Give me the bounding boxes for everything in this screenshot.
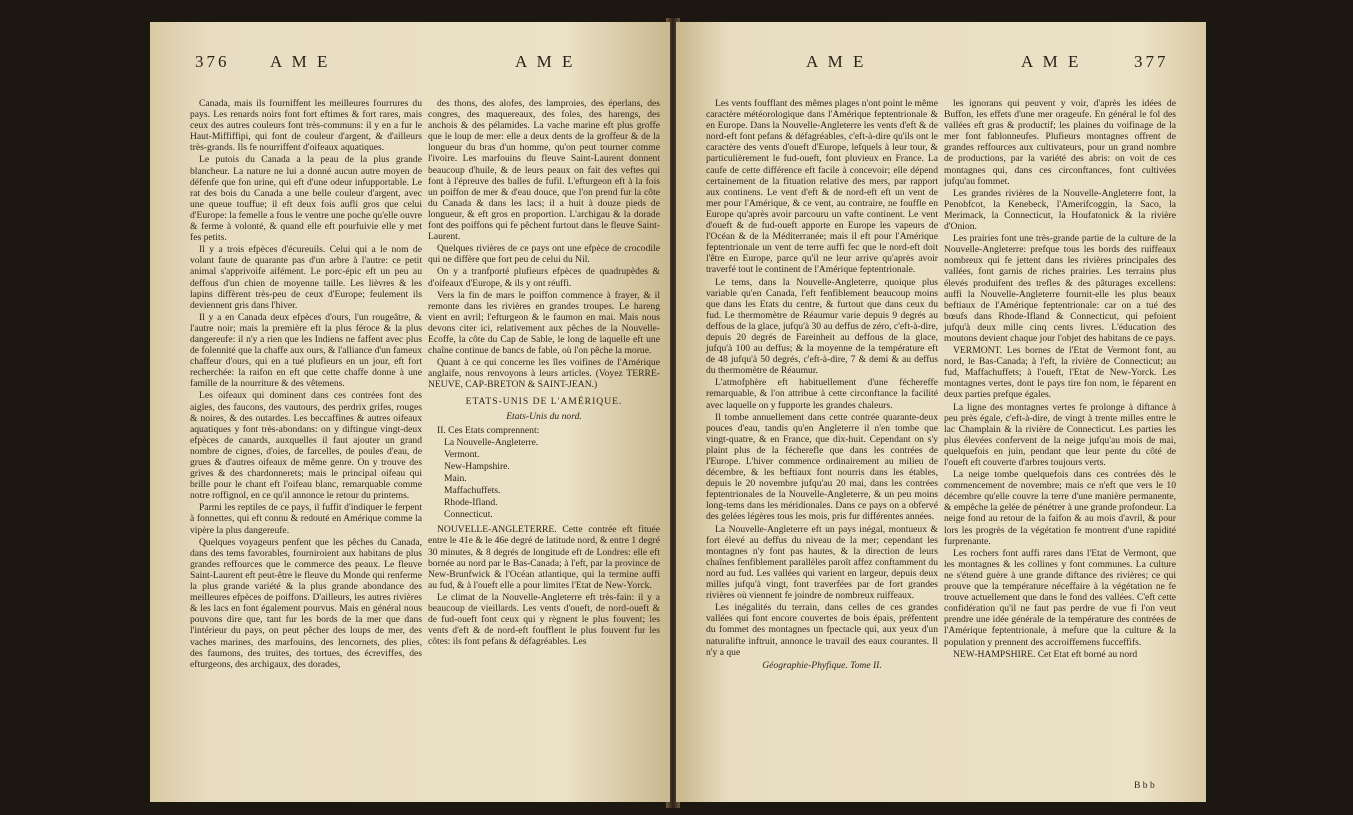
paragraph: La ligne des montagnes vertes fe prolonge à diftance à peu près égale, c'eft-à-dire, de vingt à trente milles entre le lac Champlain & la rivière de Connecticut. Les parties les plus élevées confervent de la neige jufqu'au mois de mai, quelquefois en juin, pendant que leur pente du côté de l'oueft eft couverte d'arbres toujours verts. bbox=[944, 401, 1176, 468]
list-item: New-Hampshire. bbox=[444, 460, 510, 472]
paragraph: Les prairies font une très-grande partie de la culture de la Nouvelle-Angleterre: prefque tous les bords des ruiffeaux nombreux qui fe jettent dans les rivières principales des vallées, font garnis de riches prairies. Les terrains plus élevés produifent des trefles & des pâturages excellens: auffi la Nouvelle-Angleterre fournit-elle les plus beaux beftiaux de l'Amérique feptentrionale: car on a tué des bœufs dans Rhode-Ifland & Connecticut, qui pefoient jufqu'à deux mille cinq cents livres. L'éducation des moutons devient chaque jour l'objet des habitans de ce pays. bbox=[944, 233, 1176, 344]
list-item: Main. bbox=[444, 473, 467, 484]
states-list bbox=[428, 437, 660, 521]
paragraph: les ignorans qui peuvent y voir, d'après les idées de Buffon, les effets d'une mer orageufe. En général le fol des vallées eft gras & productif; les plaines du voifinage de la mer font fablonneufes. Plufieurs montagnes offrent de grandes reffources aux cultivateurs, pour un grand nombre de productions, par la variété des abris: on voit de ces montagnes qui, dans ces circonftances, font cultivées jufqu'au fommet. bbox=[944, 98, 1176, 187]
left-page bbox=[150, 22, 670, 802]
left-head-left: A M E bbox=[270, 52, 331, 71]
paragraph: La neige tombe quelquefois dans ces contrées dès le commencement de novembre; mais ce n'eft que vers le 10 décembre qu'elle couvre la terre d'une manière permanente, & empêche la gelée de pénétrer à une grande profondeur. La neige fond au retour de la faifon & au mois d'avril, & pour lors les progrès de la végétation fe montrent d'une rapidité furprenante. bbox=[944, 469, 1176, 547]
list-item: La Nouvelle-Angleterre. bbox=[444, 436, 539, 448]
left-column-1 bbox=[190, 98, 422, 671]
right-head-right: A M E bbox=[1021, 52, 1082, 71]
list-item: Vermont. bbox=[444, 448, 480, 460]
paragraph: Le putois du Canada a la peau de la plus grande blancheur. La nature ne lui a donné aucun autre moyen de défenfe que fon urine, qui eft d'une odeur infupportable. Le rat des bois du Canada a une belle couleur d'argent, avec une queue touffue; il eft deux fois aufli gros que celui d'Europe: la femelle a fous le ventre une poche qu'elle ouvre & ferme à volonté, & quand elle eft pourfuivie elle y met fes petits. bbox=[190, 154, 423, 244]
right-column-2 bbox=[944, 98, 1176, 661]
paragraph: Il tombe annuellement dans cette contrée quarante-deux pouces d'eau, tandis qu'en Angleterre il n'en tombe que vingt-quatre, & en France, que dix-huit. Cependant on s'y plaint plus de la fécherefle que dans les contrées de l'Europe. L'hiver commence ordinairement au milieu de décembre, & les beftiaux font nourris dans les étables, depuis le 20 novembre jufqu'au 20 mai, dans les contrées feptentrionales de la Nouvelle-Angleterre, & un peu moins long-tems dans les méridionales. Dans ce pays on a obfervé des gelées légères tous les mois, pris fur différentes années. bbox=[706, 411, 938, 523]
paragraph: On y a tranfporté plufieurs efpèces de quadrupèdes & d'oifeaux d'Europe, & ils y ont réuffi. bbox=[428, 266, 660, 289]
section-title: ETATS-UNIS DE L'AMÉRIQUE. bbox=[465, 396, 623, 408]
paragraph: Les grandes rivières de la Nouvelle-Angleterre font, la Penobfcot, la Kenebeck, l'Amerifcoggin, la Saco, la Merimack, la Connecticut, la Houfatonick & la rivière d'Onion. bbox=[944, 187, 1176, 233]
paragraph: Il y a en Canada deux efpèces d'ours, l'un rougeâtre, & l'autre noir; mais la première eft la plus féroce & la plus dangereufe: il n'y a rien que les Indiens ne faffent avec plus de folennité que la chaffe aux ours, & l'alliance d'un fameux chaffeur d'ours, qui en a tué plufieurs en un jour, eft fort recherchée: la raifon en eft que cette chaffe donne à une famille de la nourriture & des vêtemens. bbox=[190, 311, 422, 390]
list-item: Rhode-Ifland. bbox=[444, 497, 498, 509]
right-column-1 bbox=[706, 98, 938, 672]
right-page-number: 377 bbox=[1134, 52, 1169, 71]
paragraph: NOUVELLE-ANGLETERRE. Cette contrée eft fituée entre le 41e & le 46e degré de latitude nord, & entre 1 degré 30 minutes, & 8 degrés de longitude eft de Londres: elle eft bornée au nord par le Bas-Canada; à l'eft, par la province de New-Brunfwick & l'Océan atlantique, qui la termine auffi au fud, & à l'oueft elle a pour limites l'Etat de New-Yorck. bbox=[428, 524, 660, 591]
page-footer: Géographie-Phyfique. Tome II. bbox=[762, 659, 882, 671]
paragraph: Les rochers font auffi rares dans l'Etat de Vermont, que les montagnes & les collines y font communes. La culture ne s'étend guère à une grande diftance des rivières; ce qui prouve que la température néceffaire à la végétation ne fe trouve actuellement que dans le fond des vallées. C'eft cette confidération qu'il ne faut pas perdre de vue fi l'on veut prendre une idée générale de la température des contrées de l'Amérique feptentrionale, à mefure que la culture & la population y prennent des accroiffemens fucceffifs. bbox=[944, 547, 1176, 648]
paragraph: Le tems, dans la Nouvelle-Angleterre, quoique plus variable qu'en Canada, l'eft fenfiblement beaucoup moins que dans les Etats du centre, & furtout que dans ceux du fud. Le thermomètre de Réaumur varie depuis 9 degrés au deffous de la glace, jufqu'à 30 au deffus de zéro, c'eft-à-dire, depuis 20 degrés de Fareinheit au deffous de la glace, jufqu'à 100 au deffus; & la moyenne de la température eft de 48 jufqu'à 50 degrés, c'eft-à-dire, 7 & demi & au deffus du thermomètre de Réaumur. bbox=[706, 276, 938, 377]
paragraph: Vers la fin de mars le poiffon commence à frayer, & il remonte dans les rivières en grandes troupes. Le hareng vient en avril; l'efturgeon & le faumon en mai. Mais nous devons citer ici, relativement aux pêches de la Nouvelle-Ecoffe, la côte du Cap de Sable, le long de laquelle eft une chaîne continue de bancs de fable, où l'on pêche la morue. bbox=[428, 289, 660, 357]
paragraph: Il y a trois efpèces d'écureuils. Celui qui a le nom de volant faute de quarante pas d'un arbre à l'autre: ce petit animal s'apprivoife aifément. Le porc-épic eft un peu au deffous d'un chien de moyenne taille. Les lièvres & les lapins diffèrent très-peu de ceux d'Europe; feulement ils deviennent gris dans l'hiver. bbox=[190, 244, 422, 311]
paragraph: La Nouvelle-Angleterre eft un pays inégal, montueux & fort élevé au deffus du niveau de la mer; cependant les montagnes n'y font pas hautes, & la direction de leurs chaînes fenfiblement parallèles paroît affez conftamment du nord au fud. Les vallées qui varient en largeur, depuis deux milles jufqu'à vingt, font traverfées par de fort grandes rivières où viennent fe joindre de nombreux ruiffeaux. bbox=[706, 523, 938, 602]
right-page bbox=[676, 22, 1206, 802]
list-item: Maffachuffets. bbox=[444, 485, 501, 497]
paragraph: NEW-HAMPSHIRE. Cet Etat eft borné au nord bbox=[953, 648, 1138, 660]
section-subtitle: Etats-Unis du nord. bbox=[506, 410, 582, 422]
paragraph: Quant à ce qui concerne les îles voifines de l'Amérique anglaife, nous renvoyons à leurs articles. (Voyez TERRE-NEUVE, CAP-BRETON & SAINT-JEAN.) bbox=[428, 357, 660, 391]
left-column-2 bbox=[428, 98, 660, 648]
paragraph: Les inégalités du terrain, dans celles de ces grandes vallées qui font encore couvertes de bois épais, préfentent du fommet des montagnes un fpectacle qui, aux yeux d'un naturalifte inftruit, annonce le travail des eaux courantes. Il n'y a que bbox=[706, 602, 938, 658]
paragraph: Parmi les reptiles de ce pays, il fuffit d'indiquer le ferpent à fonnettes, qui eft connu & redouté en Amérique comme la vipère la plus dangereufe. bbox=[190, 502, 422, 536]
states-intro: II. Ces Etats comprennent: bbox=[437, 424, 540, 436]
signature-mark: B b b bbox=[1134, 780, 1155, 791]
left-page-number: 376 bbox=[195, 52, 230, 71]
paragraph: VERMONT. Les bornes de l'Etat de Vermont font, au nord, le Bas-Canada; à l'eft, la rivière de Connecticut; au fud, Maffachuffets; à l'oueft, l'Etat de New-Yorck. Les montagnes vertes, dont le pays tire fon nom, le féparent en deux parties prefque égales. bbox=[944, 345, 1176, 401]
paragraph: Les vents foufflant des mêmes plages n'ont point le même caractère météorologique dans l'Amérique feptentrionale & en Europe. Dans la Nouvelle-Angleterre les vents d'eft & de nord-eft font pefans & défagréables, c'eft-à-dire qu'ils ont le caractère des vents d'oueft d'Europe, lefquels à leur tour, & particulièrement le fud-oueft, font pluvieux en France. La caufe de cette différence eft facile à concevoir; elle dépend certainement de la fituation relative des mers, par rapport aux continens. Le vent d'eft & de nord-eft eft un vent de mer pour l'Amérique, & ce vent, au contraire, ne fouffle en Europe qu'après avoir parcouru un vafte continent. Le vent d'oueft & de fud-oueft apporte en Europe les vapeurs de l'Océan & de la Méditerranée; mais il eft pour l'Amérique feptentrionale un vent de terre auffi fec que le nord-eft doit l'être en Europe, parce qu'il ne leur arrive qu'après avoir traverfé tout le continent de l'Amérique feptentrionale. bbox=[706, 98, 938, 276]
paragraph: des thons, des alofes, des lamproies, des éperlans, des congres, des maquereaux, des foles, des harengs, des anchois & des pélamides. La vache marine eft plus groffe que le loup de mer: elle a deux dents de la groffeur & de la longueur du bras d'un homme, qu'on peut tourner comme l'ivoire. Les marfouins du fleuve Saint-Laurent donnent beaucoup d'huile, & de leurs peaux on fait des veftes qui font à l'épreuve des balles de fufil. L'efturgeon eft à la fois un poiffon de mer & d'eau douce, que l'on prend fur la côte du Canada & dans les lacs; il a huit à douze pieds de longueur, & eft gros en proportion. L'archigau & la dorade font des poiffons qui fe pêchent furtout dans le fleuve Saint-Laurent. bbox=[428, 98, 660, 243]
left-head-right: A M E bbox=[515, 52, 576, 71]
paragraph: Canada, mais ils fourniffent les meilleures fourrures du pays. Les renards noirs font fort eftimes & fort rares, mais ceux des autres couleurs font très-communs: il y en a fur le Haut-Miffiffipi, qui font de couleur d'argent, & d'ailleurs très-grands. Ils fe nourriffent d'oifeaux aquatiques. bbox=[190, 98, 422, 154]
paragraph: Les oifeaux qui dominent dans ces contrées font des aigles, des faucons, des vautours, des perdrix grifes, rouges & noires, & des outardes. Les beccaffines & autres oifeaux aquatiques y font très-abondans: on y diftingue vingt-deux efpèces de canards, auxquelles il faut ajouter un grand nombre de cignes, d'oies, de farcelles, de poules d'eau, de grues & d'autres oifeaux de même genre. On y trouve des grives & des chardonnerets; mais le principal oifeau qui brille pour le chant eft l'oifeau blanc, remarquable comme notre roffignol, en ce qu'il annonce le retour du printems. bbox=[190, 390, 422, 502]
paragraph: Quelques rivières de ce pays ont une efpèce de crocodile qui ne diffère que fort peu de celui du Nil. bbox=[428, 243, 660, 266]
paragraph: L'atmofphère eft habituellement d'une féchereffe remarquable, & l'on attribue à cette circonftance la facilité avec laquelle on y fupporte les grandes chaleurs. bbox=[706, 377, 938, 411]
paragraph: Le climat de la Nouvelle-Angleterre eft très-fain: il y a beaucoup de vieillards. Les vents d'oueft, de nord-oueft & de fud-oueft font ceux qui y règnent le plus fouvent; les vents d'eft & de nord-eft foufflent le plus fouvent fur les côtes: ils font pefans & défagréables. Les bbox=[428, 591, 660, 648]
right-head-left: A M E bbox=[806, 52, 867, 71]
list-item: Connecticut. bbox=[444, 509, 493, 521]
paragraph: Quelques voyageurs penfent que les pêches du Canada, dans des tems favorables, fourniroient aux habitans de plus grandes reffources que le commerce des peaux. Le fleuve Saint-Laurent eft peut-être le fleuve du Monde qui renferme la plus grande variété & la plus grande abondance des meilleures efpèces de poiffons. D'ailleurs, les autres rivières & les lacs en font également pourvus. Mais en général nous pouvons dire que, tant fur les bords de la mer que dans l'intérieur du pays, on peut pêcher des loups de mer, des vaches marines, des marfouins, des lencornets, des plies, des faumons, des truites, des tortues, des écreviffes, des efturgeons, des archigaux, des dorades, bbox=[190, 536, 422, 670]
